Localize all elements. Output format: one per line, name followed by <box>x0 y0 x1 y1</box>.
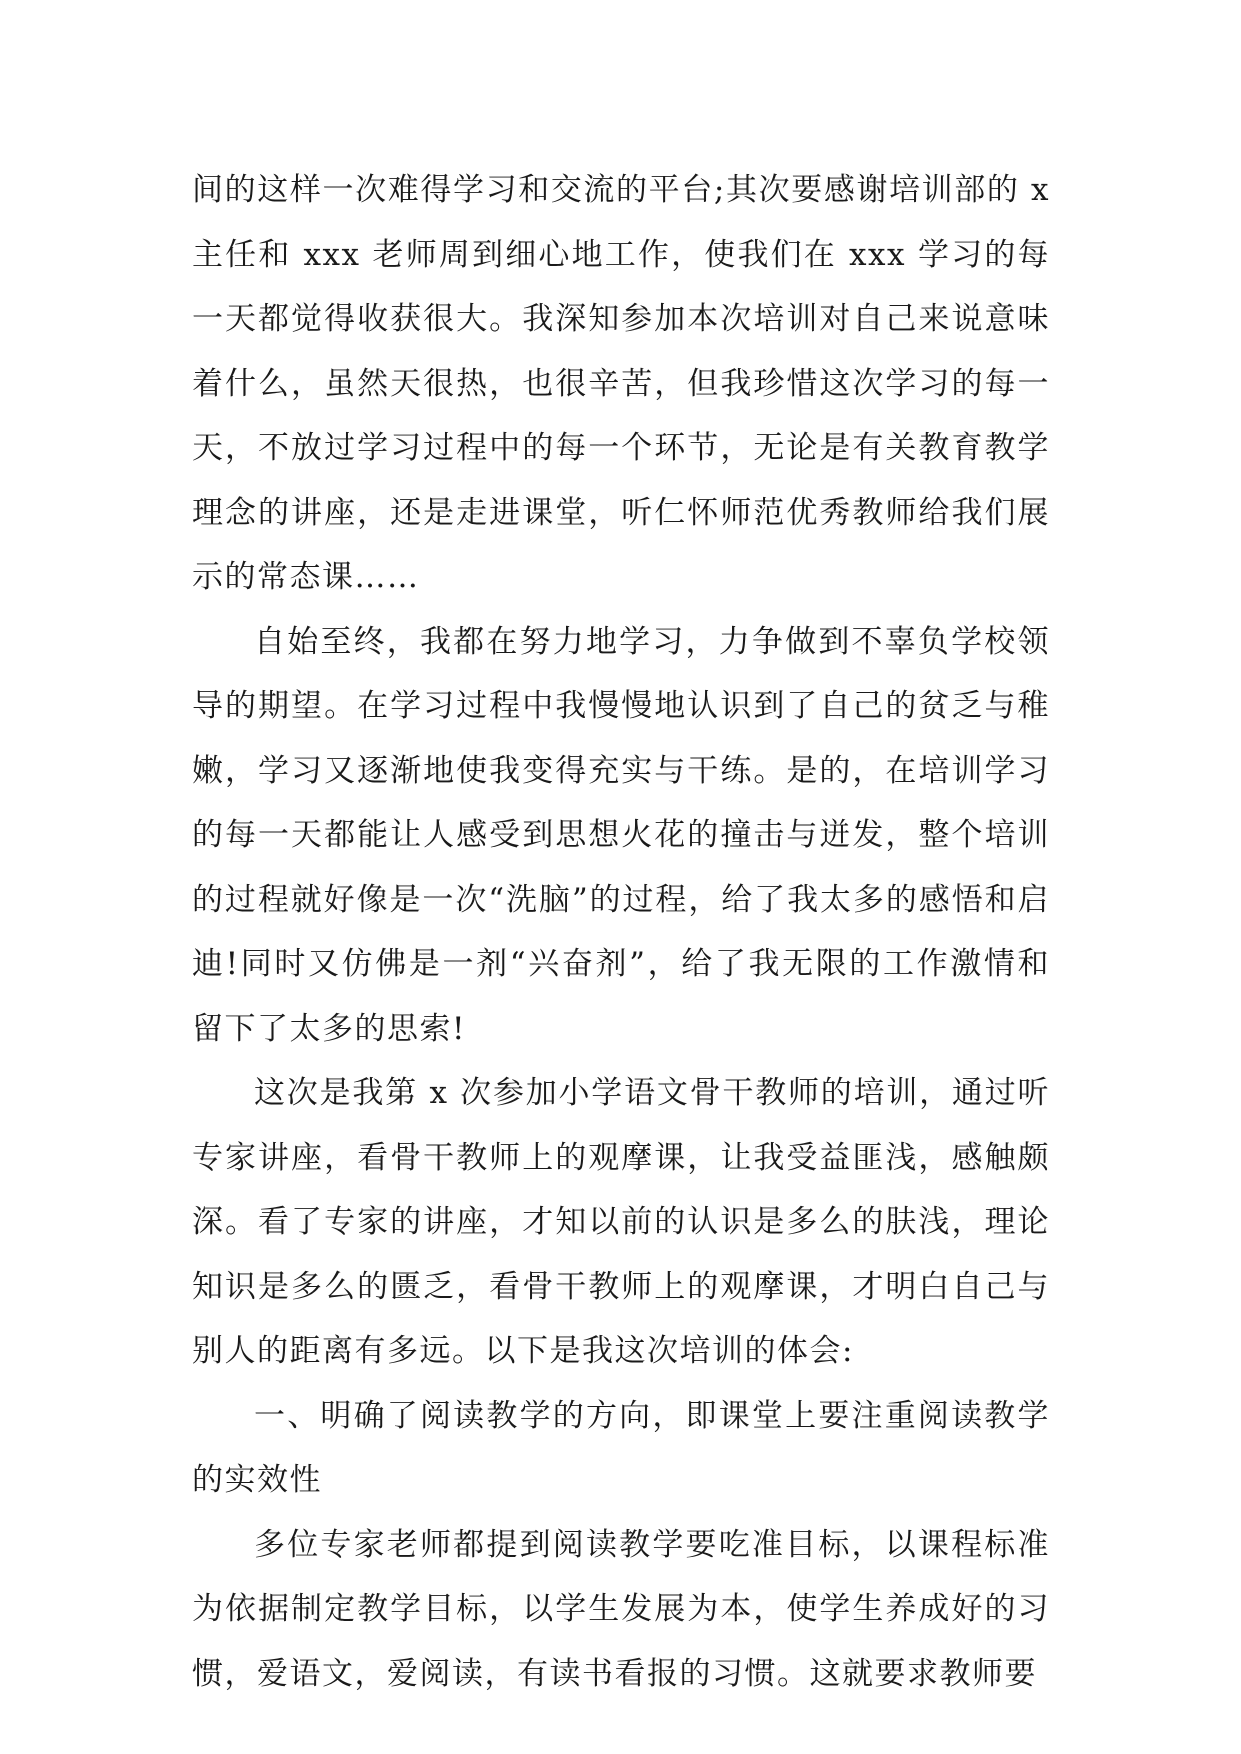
paragraph-1: 间的这样一次难得学习和交流的平台;其次要感谢培训部的 x 主任和 xxx 老师周到细心地工作，使我们在 xxx 学习的每一天都觉得收获很大。我深知参加本次培训对自己来说意味着什么，虽然天很热，也很辛苦，但我珍惜这次学习的每一天，不放过学习过程中的每一个环节，无论是有关教育教学理念的讲座，还是走进课堂，听仁怀师范优秀教师给我们展示的常态课…… <box>192 172 1050 595</box>
paragraph-2: 自始至终，我都在努力地学习，力争做到不辜负学校领导的期望。在学习过程中我慢慢地认识到了自己的贫乏与稚嫩，学习又逐渐地使我变得充实与干练。是的，在培训学习的每一天都能让人感受到思想火花的撞击与迸发，整个培训的过程就好像是一次“洗脑”的过程，给了我太多的感悟和启迪!同时又仿佛是一剂“兴奋剂”，给了我无限的工作激情和留下了太多的思索! <box>192 623 1050 1047</box>
paragraph-3: 这次是我第 x 次参加小学语文骨干教师的培训，通过听专家讲座，看骨干教师上的观摩课，让我受益匪浅，感触颇深。看了专家的讲座，才知以前的认识是多么的肤浅，理论知识是多么的匮乏，看骨干教师上的观摩课，才明白自己与别人的距离有多远。以下是我这次培训的体会: <box>192 1075 1050 1369</box>
document-body <box>192 158 1050 1706</box>
paragraph-5: 多位专家老师都提到阅读教学要吃准目标，以课程标准为依据制定教学目标，以学生发展为本，使学生养成好的习惯，爱语文，爱阅读，有读书看报的习惯。这就要求教师要 <box>192 1526 1050 1692</box>
paragraph-4-heading: 一、明确了阅读教学的方向，即课堂上要注重阅读教学的实效性 <box>192 1397 1050 1498</box>
